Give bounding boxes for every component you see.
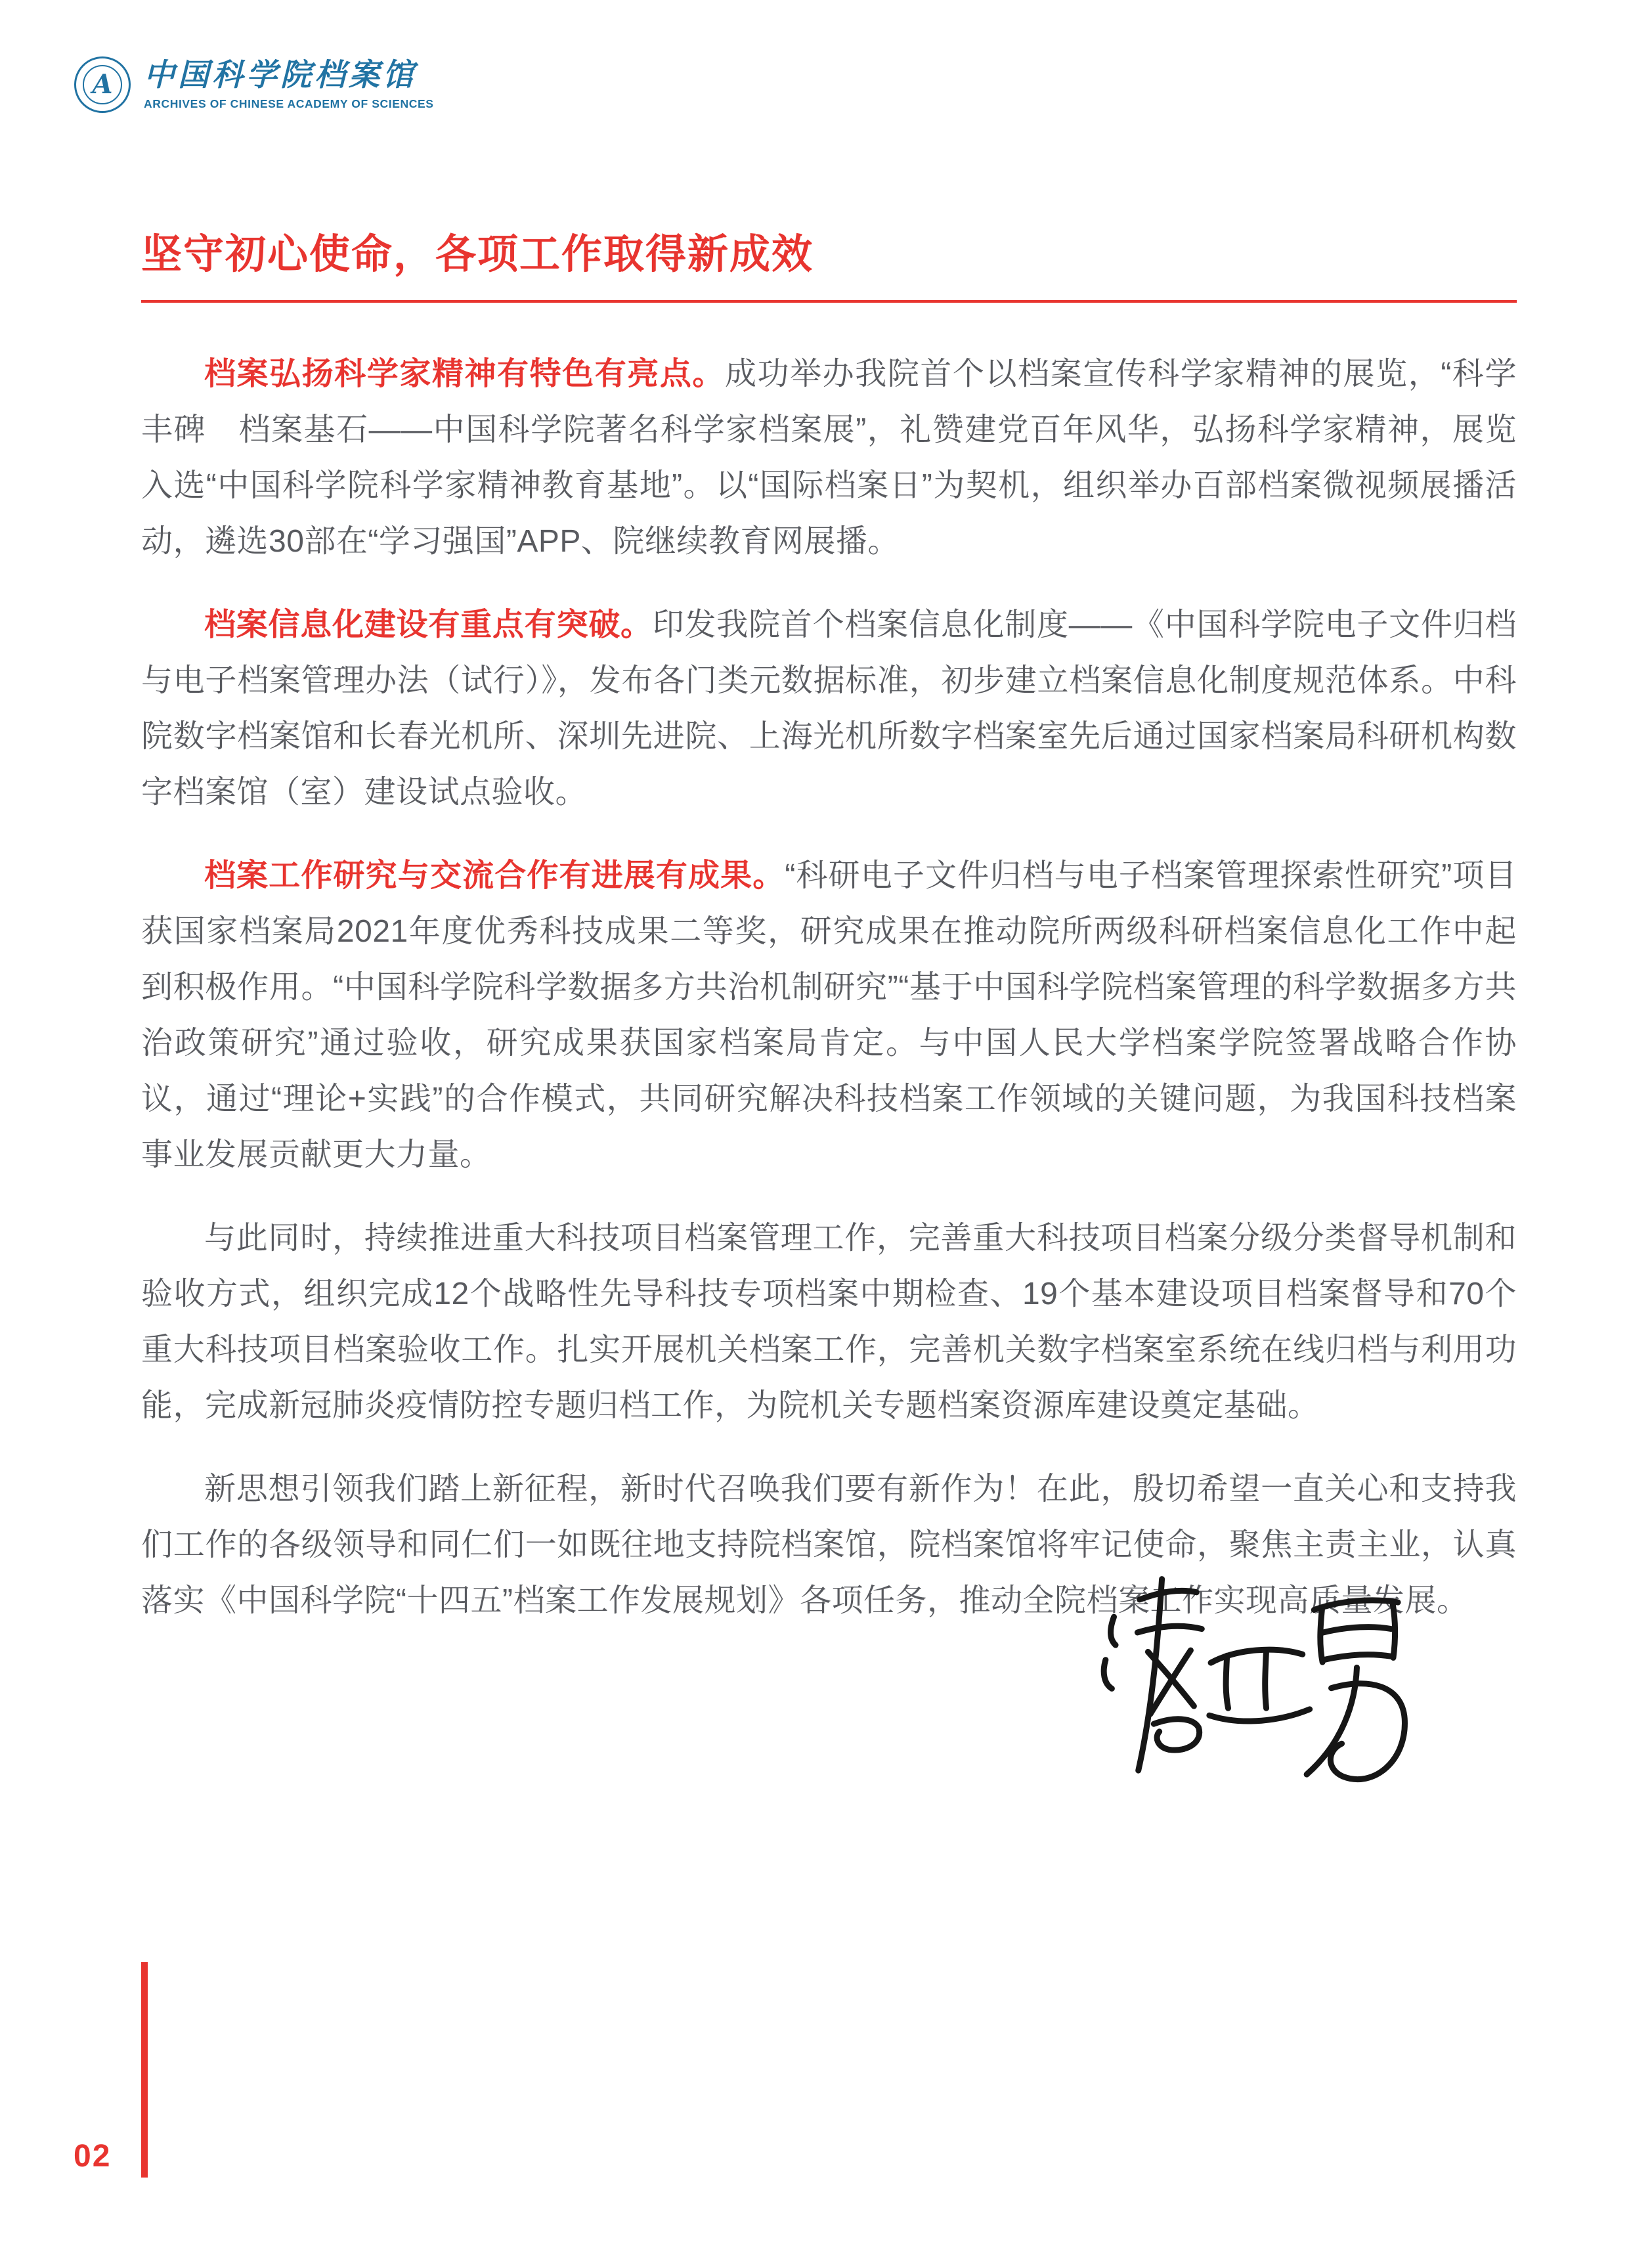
paragraph-text: 成功举办我院首个以档案宣传科学家精神的展览，“科学丰碑 档案基石——中国科学院著名科学家档案展”，礼赞建党百年风华，弘扬科学家精神，展览入选“中国科学院科学家精神教育基地”。以“国际档案日”为契机，组织举办百部档案微视频展播活动，遴选30部在“学习强国”APP、院继续教育网展播。 — [141, 357, 1517, 559]
org-logo — [144, 58, 434, 111]
paragraph — [141, 597, 1517, 820]
page-header — [74, 56, 434, 113]
page-number: 02 — [74, 2139, 112, 2174]
paragraph — [141, 346, 1517, 569]
paragraph-lead: 档案工作研究与交流合作有进展有成果。 — [204, 858, 785, 894]
paragraph-text: 新思想引领我们踏上新征程，新时代召唤我们要有新作为！在此，殷切希望一直关心和支持我们工作的各级领导和同仁们一如既往地支持院档案馆，院档案馆将牢记使命，聚焦主责主业，认真落实《中国科学院“十四五”档案工作发展规划》各项任务，推动全院档案工作实现高质量发展。 — [141, 1472, 1517, 1619]
paragraph-lead: 档案弘扬科学家精神有特色有亮点。 — [204, 357, 725, 392]
paragraph-text: “科研电子文件归档与电子档案管理探索性研究”项目获国家档案局2021年度优秀科技成果二等奖，研究成果在推动院所两级科研档案信息化工作中起到积极作用。“中国科学院科学数据多方共治机制研究”“基于中国科学院档案管理的科学数据多方共治政策研究”通过验收，研究成果获国家档案局肯定。与中国人民大学档案学院签署战略合作协议，通过“理论+实践”的合作模式，共同研究解决科技档案工作领域的关键问题，为我国科技档案事业发展贡献更大力量。 — [141, 858, 1517, 1173]
paragraph-text: 与此同时，持续推进重大科技项目档案管理工作，完善重大科技项目档案分级分类督导机制和验收方式，组织完成12个战略性先导科技专项档案中期检查、19个基本建设项目档案督导和70个重大科技项目档案验收工作。扎实开展机关档案工作，完善机关数字档案室系统在线归档与利用功能，完成新冠肺炎疫情防控专题归档工作，为院机关专题档案资源库建设奠定基础。 — [141, 1221, 1517, 1424]
body-copy — [141, 346, 1517, 1629]
signature — [1082, 1544, 1419, 1814]
logo-name-en: ARCHIVES OF CHINESE ACADEMY OF SCIENCES — [144, 97, 434, 110]
signature-image — [1082, 1544, 1419, 1811]
title-divider — [141, 300, 1517, 303]
logo-emblem-letter: A — [83, 65, 122, 104]
paragraph-lead: 档案信息化建设有重点有突破。 — [204, 607, 653, 643]
paragraph — [141, 848, 1517, 1183]
logo-emblem-icon — [74, 56, 131, 113]
footer-accent-bar — [141, 1962, 148, 2178]
paragraph-text: 印发我院首个档案信息化制度——《中国科学院电子文件归档与电子档案管理办法（试行）》，发布各门类元数据标准，初步建立档案信息化制度规范体系。中科院数字档案馆和长春光机所、深圳先进院、上海光机所数字档案室先后通过国家档案局科研机构数字档案馆（室）建设试点验收。 — [141, 607, 1517, 810]
page-title: 坚守初心使命，各项工作取得新成效 — [141, 232, 814, 277]
paragraph — [141, 1210, 1517, 1434]
logo-name-zh: 中国科学院档案馆 — [144, 57, 417, 94]
article-body — [141, 231, 1517, 1656]
